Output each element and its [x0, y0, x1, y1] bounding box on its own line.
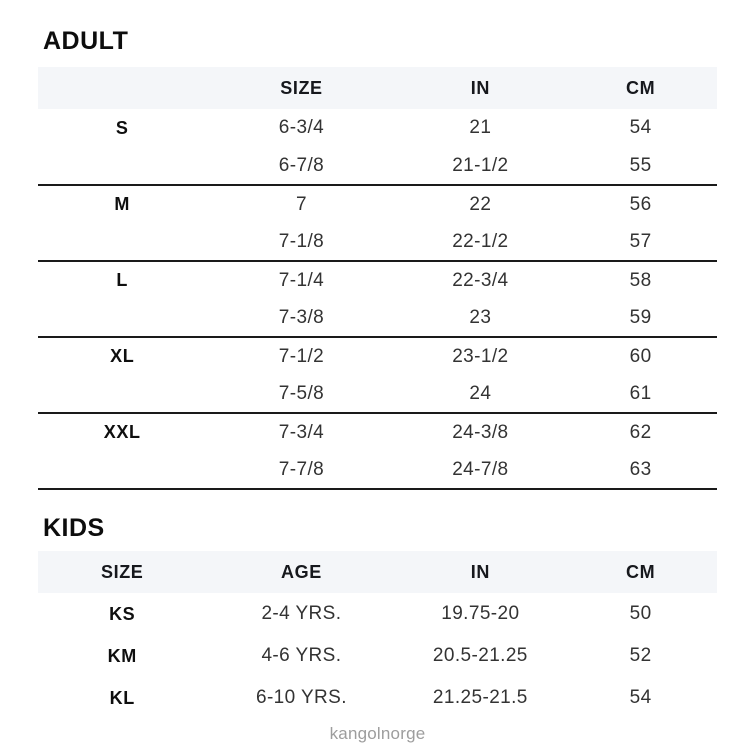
- adult-header-row: [38, 67, 717, 109]
- table-row: [38, 677, 717, 719]
- cm-cell: 63: [629, 458, 652, 480]
- adult-col-header-blank: [38, 67, 206, 109]
- kids-size-table: [38, 551, 717, 719]
- cm-cell: 57: [629, 230, 652, 252]
- in-cell: 24-7/8: [452, 458, 509, 480]
- adult-group-m: [38, 185, 717, 261]
- kids-size-label: KM: [107, 645, 137, 666]
- age-cell: 6-10 YRS.: [255, 687, 347, 708]
- table-row: [38, 147, 717, 185]
- kids-col-header-size: SIZE: [100, 561, 144, 582]
- table-row: [38, 185, 717, 223]
- size-cell: 7-1/2: [278, 345, 325, 367]
- size-group-label: XXL: [103, 422, 141, 442]
- size-cell: 7-7/8: [278, 458, 325, 480]
- kids-col-header-age: AGE: [281, 561, 322, 582]
- in-cell: 21-1/2: [452, 154, 509, 176]
- table-row: [38, 109, 717, 147]
- cm-cell: 61: [629, 382, 652, 404]
- kids-size-label: KL: [109, 687, 135, 708]
- cm-cell: 52: [629, 645, 652, 666]
- table-row: [38, 337, 717, 375]
- cm-cell: 50: [629, 603, 652, 624]
- in-cell: 22-3/4: [452, 269, 509, 291]
- size-group-label: L: [116, 270, 128, 290]
- in-cell: 23-1/2: [452, 345, 509, 367]
- kids-size-label: KS: [109, 603, 136, 624]
- size-group-label: M: [114, 194, 130, 214]
- age-cell: 2-4 YRS.: [261, 603, 342, 624]
- in-cell: 19.75-20: [441, 603, 520, 624]
- size-cell: 7: [295, 193, 307, 215]
- table-row: [38, 299, 717, 337]
- in-cell: 22-1/2: [452, 230, 509, 252]
- size-group-label: XL: [110, 346, 135, 366]
- adult-group-xxl: [38, 413, 717, 489]
- table-row: [38, 375, 717, 413]
- kids-col-header-in: IN: [470, 561, 490, 582]
- table-row: [38, 593, 717, 635]
- cm-cell: 54: [629, 117, 652, 138]
- age-cell: 4-6 YRS.: [261, 645, 342, 666]
- size-cell: 7-1/8: [278, 230, 325, 252]
- size-cell: 7-5/8: [278, 382, 325, 404]
- kids-section: [38, 514, 717, 719]
- table-row: [38, 223, 717, 261]
- adult-col-header-cm: CM: [626, 77, 656, 98]
- adult-col-header-in: IN: [470, 77, 490, 98]
- size-cell: 6-3/4: [278, 117, 325, 138]
- in-cell: 21.25-21.5: [432, 687, 528, 708]
- in-cell: 20.5-21.25: [432, 645, 528, 666]
- table-row: [38, 261, 717, 299]
- adult-section-title: ADULT: [43, 27, 129, 55]
- table-row: [38, 413, 717, 451]
- size-group-label-empty: [38, 375, 206, 413]
- kids-section-title: KIDS: [43, 514, 105, 542]
- adult-section: [38, 27, 717, 490]
- size-cell: 7-3/8: [278, 306, 325, 328]
- cm-cell: 58: [629, 269, 652, 291]
- kids-header-row: [38, 551, 717, 593]
- adult-size-table: [38, 67, 717, 490]
- adult-group-s: [38, 109, 717, 185]
- in-cell: 24: [469, 382, 492, 404]
- kids-col-header-cm: CM: [626, 561, 656, 582]
- size-group-label-empty: [38, 223, 206, 261]
- adult-group-l: [38, 261, 717, 337]
- in-cell: 22: [469, 193, 492, 215]
- in-cell: 21: [469, 117, 492, 138]
- table-row: [38, 635, 717, 677]
- cm-cell: 55: [629, 154, 652, 176]
- size-group-label-empty: [38, 147, 206, 185]
- in-cell: 23: [469, 306, 492, 328]
- cm-cell: 62: [629, 421, 652, 443]
- cm-cell: 59: [629, 306, 652, 328]
- cm-cell: 60: [629, 345, 652, 367]
- cm-cell: 54: [629, 687, 652, 708]
- size-cell: 7-1/4: [278, 269, 325, 291]
- size-cell: 6-7/8: [278, 154, 325, 176]
- size-group-label: S: [115, 117, 129, 138]
- adult-group-xl: [38, 337, 717, 413]
- size-cell: 7-3/4: [278, 421, 325, 443]
- cm-cell: 56: [629, 193, 652, 215]
- size-group-label-empty: [38, 451, 206, 489]
- adult-col-header-size: SIZE: [280, 77, 323, 98]
- table-row: [38, 451, 717, 489]
- in-cell: 24-3/8: [452, 421, 509, 443]
- watermark-text: kangolnorge: [329, 724, 426, 743]
- size-group-label-empty: [38, 299, 206, 337]
